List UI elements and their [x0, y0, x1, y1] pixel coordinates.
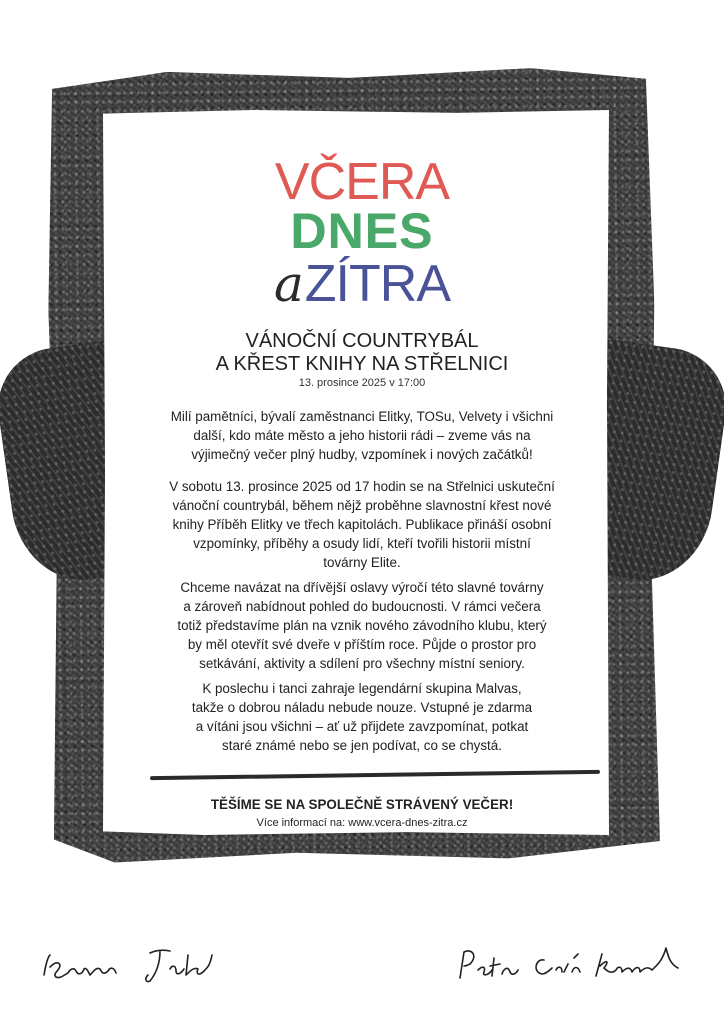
headline-line-2: A KŘEST KNIHY NA STŘELNICI — [215, 353, 509, 375]
text-line: továrny Elite. — [323, 555, 401, 570]
text-line: knihy Příběh Elitky ve třech kapitolách. Publikace přináší osobní — [172, 517, 552, 532]
logo-zitra: aZÍTRA — [273, 255, 451, 313]
logo-vcera: VČERA — [274, 153, 450, 211]
headline-line-1: VÁNOČNÍ COUNTRYBÁL — [245, 330, 479, 352]
logo-a: a — [273, 255, 303, 313]
event-date: 13. prosince 2025 v 17:00 — [298, 377, 426, 389]
paragraph-club — [0, 578, 724, 673]
signature-right — [452, 938, 692, 988]
info-website[interactable]: Více informací na: www.vcera-dnes-zitra.cz — [256, 817, 468, 829]
paragraph-invitation — [0, 407, 724, 464]
paragraph-music — [0, 679, 724, 755]
logo-dnes: DNES — [290, 203, 434, 259]
text-line: výjimečný večer plný hudby, vzpomínek i nových začátků! — [191, 447, 533, 462]
text-line: K poslechu i tanci zahraje legendární skupina Malvas, — [202, 681, 522, 696]
text-line: totiž představíme plán na vznik nového závodního klubu, který — [177, 618, 547, 633]
text-line: vánoční countrybál, během nějž proběhne slavnostní křest nové — [172, 498, 552, 513]
text-line: setkávání, aktivity a sdílení pro všechny místní seniory. — [199, 656, 525, 671]
text-line: takže o dobrou náladu nebude nouze. Vstupné je zdarma — [191, 700, 533, 715]
text-line: staré známé nebo se jen podívat, co se chystá. — [222, 738, 502, 753]
signature-left — [38, 935, 238, 990]
text-line: vzpomínky, příběhy a osudy lidí, kteří tvořili historii místní — [193, 536, 531, 551]
text-line: Chceme navázat na dřívější oslavy výročí této slavné továrny — [180, 580, 544, 595]
text-line: a vítáni jsou všichni – ať už přijdete zavzpomínat, potkat — [195, 719, 529, 734]
closing-headline: TĚŠÍME SE NA SPOLEČNĚ STRÁVENÝ VEČER! — [210, 797, 514, 812]
text-line: další, kdo máte město a jeho historii rádi – zveme vás na — [193, 428, 531, 443]
paragraph-event — [0, 477, 724, 572]
text-line: V sobotu 13. prosince 2025 od 17 hodin se na Střelnici uskuteční — [169, 479, 555, 494]
text-line: a zároveň nabídnout pohled do budoucnosti. V rámci večera — [183, 599, 541, 614]
text-line: by měl otevřít své dveře v příštím roce. Půjde o prostor pro — [187, 637, 537, 652]
text-line: Milí pamětníci, bývalí zaměstnanci Elitky, TOSu, Velvety i všichni — [170, 409, 554, 424]
